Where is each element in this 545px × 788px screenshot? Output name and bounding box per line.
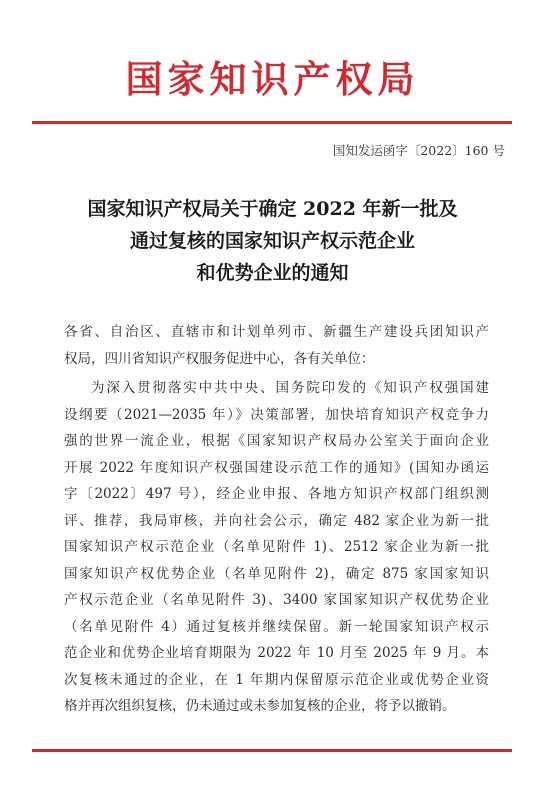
body-line: 次复核未通过的企业，在 1 年期内保留原示范企业或优势企业资 xyxy=(64,671,489,688)
header-red-rule xyxy=(32,121,512,124)
footer-red-rule xyxy=(32,749,512,752)
org-header-title: 国家知识产权局 xyxy=(125,58,420,101)
body-line: 开展 2022 年度知识产权强国建设示范工作的通知》(国知办函运 xyxy=(64,459,489,476)
body-line: 字〔2022〕497 号），经企业申报、各地方知识产权部门组织测 xyxy=(64,486,489,502)
body-line: 评、推荐，我局审核，并向社会公示，确定 482 家企业为新一批 xyxy=(64,512,489,529)
body-line: 国家知识产权优势企业（名单见附件 2)，确定 875 家国家知识 xyxy=(64,565,489,582)
body-line: 格并再次组织复核，仍未通过或未参加复核的企业，将予以撤销。 xyxy=(64,698,456,714)
salutation-line: 权局，四川省知识产权服务促进中心，各有关单位： xyxy=(64,350,375,367)
title-line: 和优势企业的通知 xyxy=(196,262,349,284)
body-line: 产权示范企业（名单见附件 3)、3400 家国家知识产权优势企业 xyxy=(64,592,489,608)
title-line: 通过复核的国家知识产权示范企业 xyxy=(129,230,415,252)
title-line: 国家知识产权局关于确定 2022 年新一批及 xyxy=(87,198,458,220)
body-line: 国家知识产权示范企业（名单见附件 1)、2512 家企业为新一批 xyxy=(64,539,489,555)
body-line: 范企业和优势企业培育期限为 2022 年 10 月至 2025 年 9 月。本 xyxy=(64,645,489,661)
salutation xyxy=(64,319,489,372)
document-title xyxy=(30,193,515,289)
body-line: （名单见附件 4）通过复核并继续保留。新一轮国家知识产权示 xyxy=(64,618,489,635)
salutation-line: 各省、自治区、直辖市和计划单列市、新疆生产建设兵团知识产 xyxy=(64,324,489,340)
body-line: 设纲要（2021—2035 年）》决策部署，加快培育知识产权竞争力 xyxy=(64,406,489,423)
document-number: 国知发运函字〔2022〕160 号 xyxy=(332,143,505,158)
body-line: 强的世界一流企业，根据《国家知识产权局办公室关于面向企业 xyxy=(64,433,489,449)
body-paragraph xyxy=(64,375,489,720)
body-line: 为深入贯彻落实中共中央、国务院印发的《知识产权强国建 xyxy=(91,380,489,396)
